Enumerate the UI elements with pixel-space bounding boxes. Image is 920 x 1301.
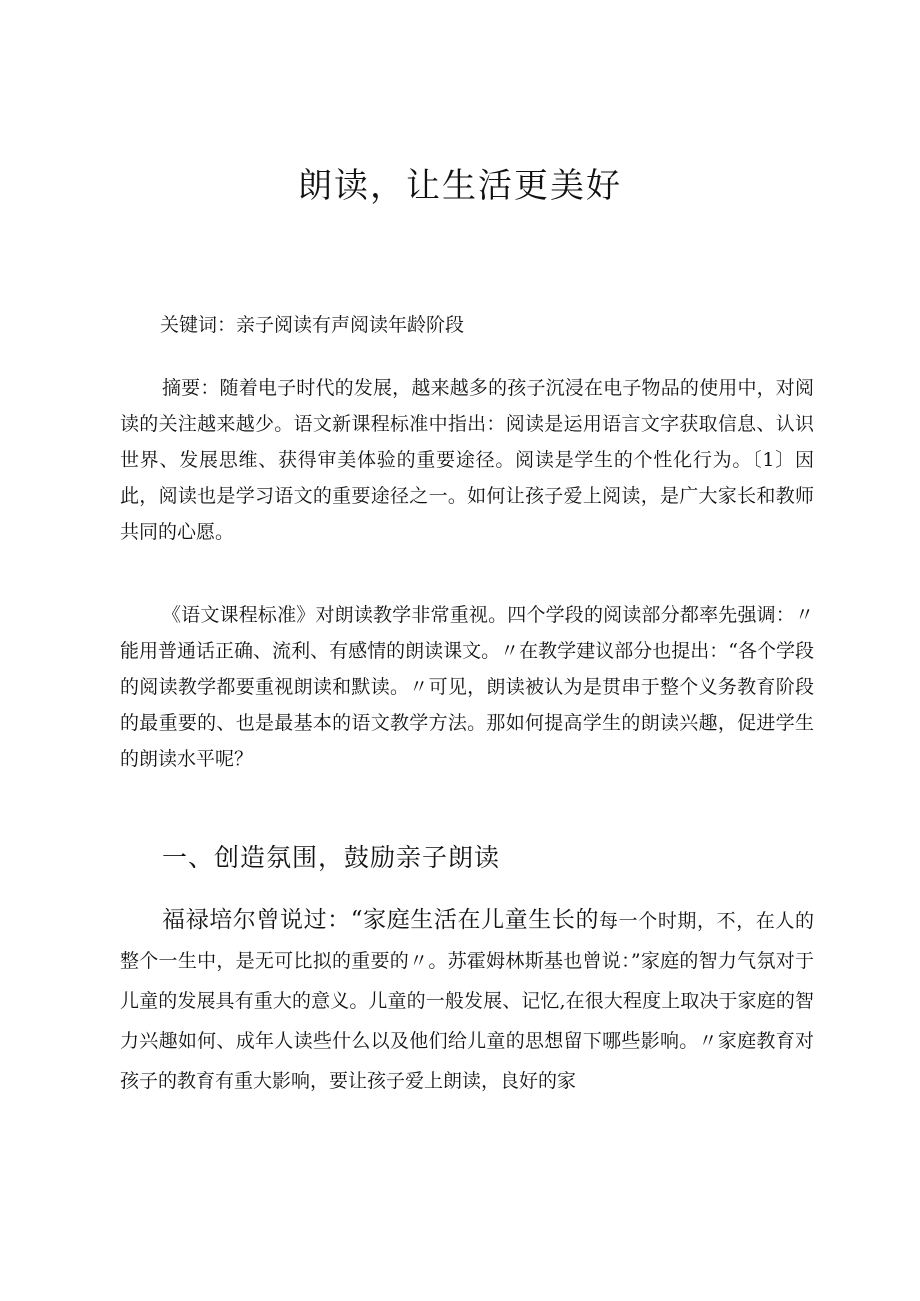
abstract-paragraph: 摘要：随着电子时代的发展，越来越多的孩子沉浸在电子物品的使用中，对阅读的关注越来越少。语文新课程标准中指出：阅读是运用语言文字获取信息、认识世界、发展思维、获得审美体验的重要途径。阅读是学生的个性化行为。〔1〕因此，阅读也是学习语文的重要途径之一。如何让孩子爱上阅读，是广大家长和教师共同的心愿。 xyxy=(120,377,814,543)
section-heading: 一、创造氛围，鼓励亲子朗读 xyxy=(162,843,501,872)
body-paragraph-standards: 《语文课程标准》对朗读教学非常重视。四个学段的阅读部分都率先强调：〃能用普通话正确、流利、有感情的朗读课文。〃在教学建议部分也提出：“各个学段的阅读教学都要重视朗读和默读。〃可见，朗读被认为是贯串于整个义务教育阶段的最重要的、也是最基本的语文教学方法。那如何提高学生的朗读兴趣，促进学生的朗读水平呢？ xyxy=(120,604,814,770)
paragraph-lead-text: 福禄培尔曾说过：“家庭生活在儿童生长的 xyxy=(162,907,600,933)
body-paragraph-family xyxy=(120,900,814,1101)
keywords-line: 关键词：亲子阅读有声阅读年龄阶段 xyxy=(160,314,465,336)
paragraph-body-text: 每一个时期，不，在人的整个一生中，是无可比拟的重要的〃。苏霍姆林斯基也曾说：”家庭的智力气氛对于儿童的发展具有重大的意义。儿童的一般发展、记忆,在很大程度上取决于家庭的智力兴趣如何、成年人读些什么以及他们给儿童的思想留下哪些影响。〃家庭教育对孩子的教育有重大影响，要让孩子爱上朗读，良好的家 xyxy=(120,910,814,1092)
document-title: 朗读，让生活更美好 xyxy=(298,166,622,206)
